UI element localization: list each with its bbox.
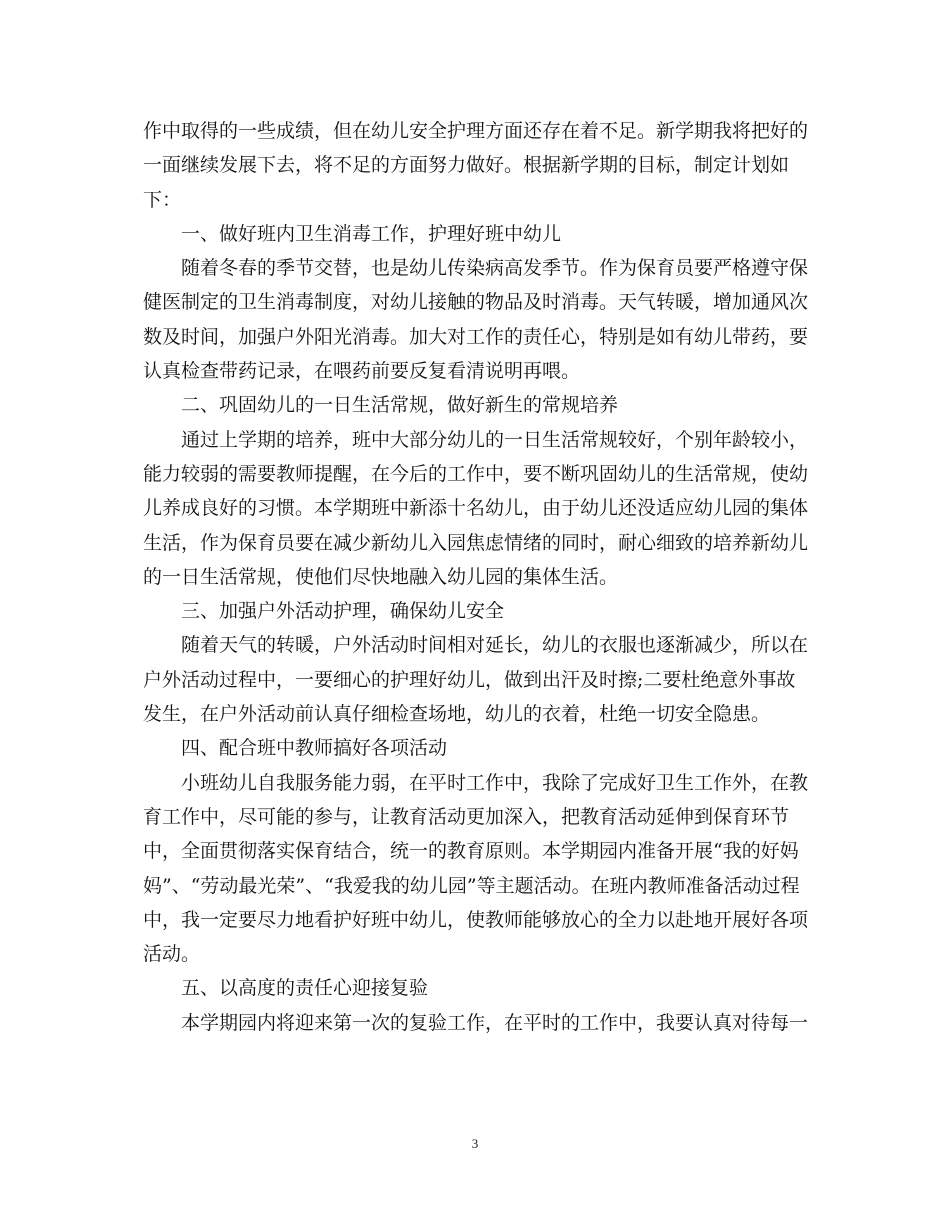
paragraph-2: 通过上学期的培养，班中大部分幼儿的一日生活常规较好，个别年龄较小，能力较弱的需要教师提醒，在今后的工作中，要不断巩固幼儿的生活常规，使幼儿养成良好的习惯。本学期班中新添十名幼儿，由于幼儿还没适应幼儿园的集体生活，作为保育员要在减少新幼儿入园焦虑情绪的同时，耐心细致的培养新幼儿的一日生活常规，使他们尽快地融入幼儿园的集体生活。 — [143, 428, 809, 588]
section-heading-3: 三、加强户外活动护理，确保幼儿安全 — [181, 600, 505, 623]
paragraph-5: 本学期园内将迎来第一次的复验工作，在平时的工作中，我要认真对待每一 — [181, 1011, 809, 1034]
paragraph-3: 随着天气的转暖，户外活动时间相对延长，幼儿的衣服也逐渐减少，所以在户外活动过程中，一要细心的护理好幼儿，做到出汗及时擦;二要杜绝意外事故发生，在户外活动前认真仔细检查场地，幼儿的衣着，杜绝一切安全隐患。 — [143, 634, 809, 726]
document-body — [143, 114, 808, 1040]
paragraph-4: 小班幼儿自我服务能力弱，在平时工作中，我除了完成好卫生工作外，在教育工作中，尽可能的参与，让教育活动更加深入，把教育活动延伸到保育环节中，全面贯彻落实保育结合，统一的教育原则。本学期园内准备开展“我的好妈妈”、“劳动最光荣”、“我爱我的幼儿园”等主题活动。在班内教师准备活动过程中，我一定要尽力地看护好班中幼儿，使教师能够放心的全力以赴地开展好各项活动。 — [143, 771, 809, 966]
paragraph-1: 随着冬春的季节交替，也是幼儿传染病高发季节。作为保育员要严格遵守保健医制定的卫生消毒制度，对幼儿接触的物品及时消毒。天气转暖，增加通风次数及时间，加强户外阳光消毒。加大对工作的责任心，特别是如有幼儿带药，要认真检查带药记录，在喂药前要反复看清说明再喂。 — [143, 257, 809, 383]
paragraph-continuation: 作中取得的一些成绩，但在幼儿安全护理方面还存在着不足。新学期我将把好的一面继续发展下去，将不足的方面努力做好。根据新学期的目标，制定计划如下： — [143, 120, 809, 211]
section-heading-2: 二、巩固幼儿的一日生活常规，做好新生的常规培养 — [181, 394, 619, 417]
section-heading-5: 五、以高度的责任心迎接复验 — [181, 977, 429, 1000]
page-number: 3 — [471, 1136, 479, 1151]
section-heading-4: 四、配合班中教师搞好各项活动 — [181, 737, 448, 760]
section-heading-1: 一、做好班内卫生消毒工作，护理好班中幼儿 — [181, 222, 562, 245]
